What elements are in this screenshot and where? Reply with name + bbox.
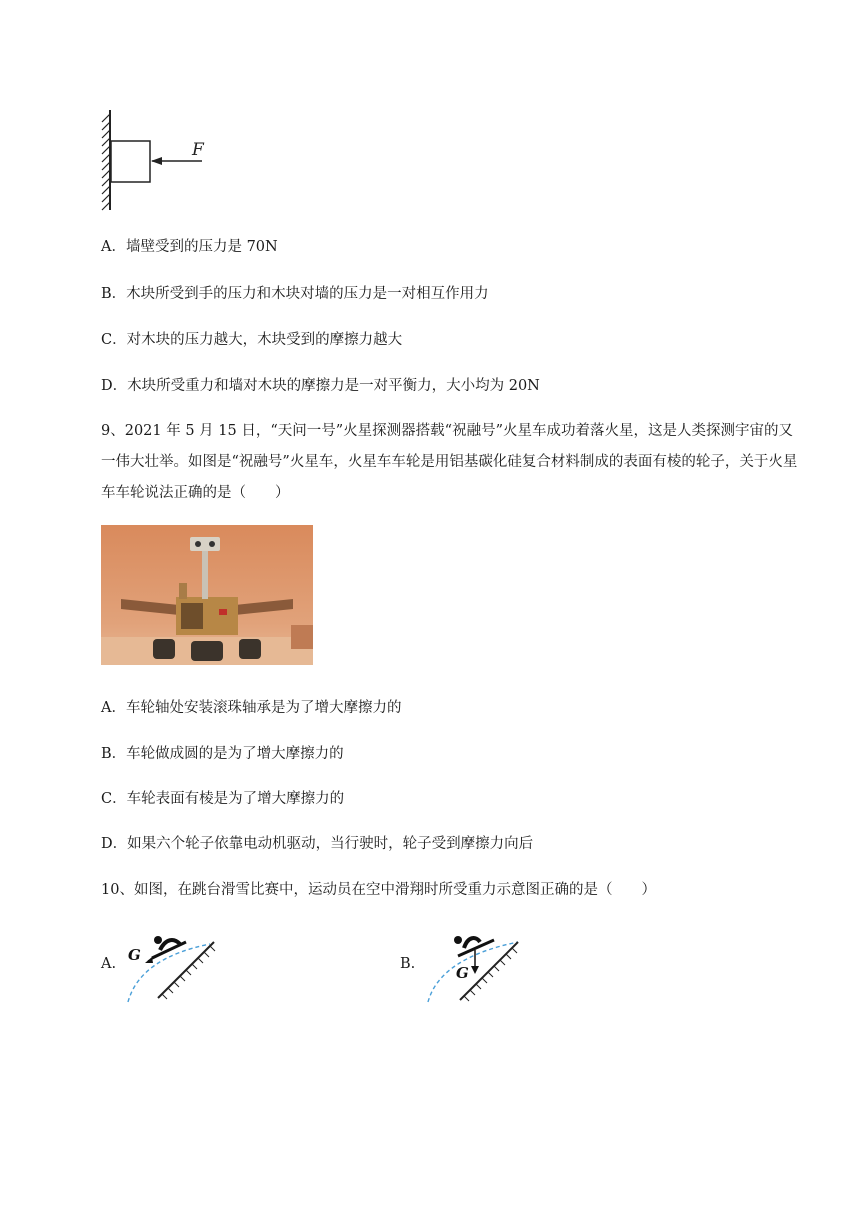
q10-stem: 10、如图，在跳台滑雪比赛中，运动员在空中滑翔时所受重力示意图正确的是（ ） [101,882,656,898]
q10-option-b-letter: B. [400,956,416,972]
q9-option-d: D．如果六个轮子依靠电动机驱动，当行驶时，轮子受到摩擦力向后 [101,836,534,852]
q8-option-a: A．墙壁受到的压力是 70N [101,239,278,255]
mars-rover-photo [101,525,313,665]
q10-option-a-letter: A. [101,956,117,972]
wooden-block [111,141,150,182]
q8-option-c: C．对木块的压力越大，木块受到的摩擦力越大 [101,332,403,348]
ski-jump-figure-b [418,928,528,1004]
ski-jump-figure-a [118,928,228,1004]
gravity-label-a: G [128,946,141,964]
force-label: F [192,140,204,160]
q9-stem: 9、2021 年 5 月 15 日，“天问一号”火星探测器搭载“祝融号”火星车成功着落火星，这是人类探测宇宙的又一伟大壮举。如图是“祝融号”火星车，火星车车轮是用铝基碳化硅复合材料制成的表面有棱的轮子，关于火星车车轮说法正确的是（ ） [101,423,798,501]
q8-option-d: D．木块所受重力和墙对木块的摩擦力是一对平衡力，大小均为 20N [101,378,540,394]
q9-option-b: B．车轮做成圆的是为了增大摩擦力的 [101,746,344,762]
q9-option-a: A．车轮轴处安装滚珠轴承是为了增大摩擦力的 [101,700,402,716]
wall-block-figure [96,108,216,214]
gravity-label-b: G [456,964,469,982]
q8-option-b: B．木块所受到手的压力和木块对墙的压力是一对相互作用力 [101,286,489,302]
q9-option-c: C．车轮表面有棱是为了增大摩擦力的 [101,791,345,807]
